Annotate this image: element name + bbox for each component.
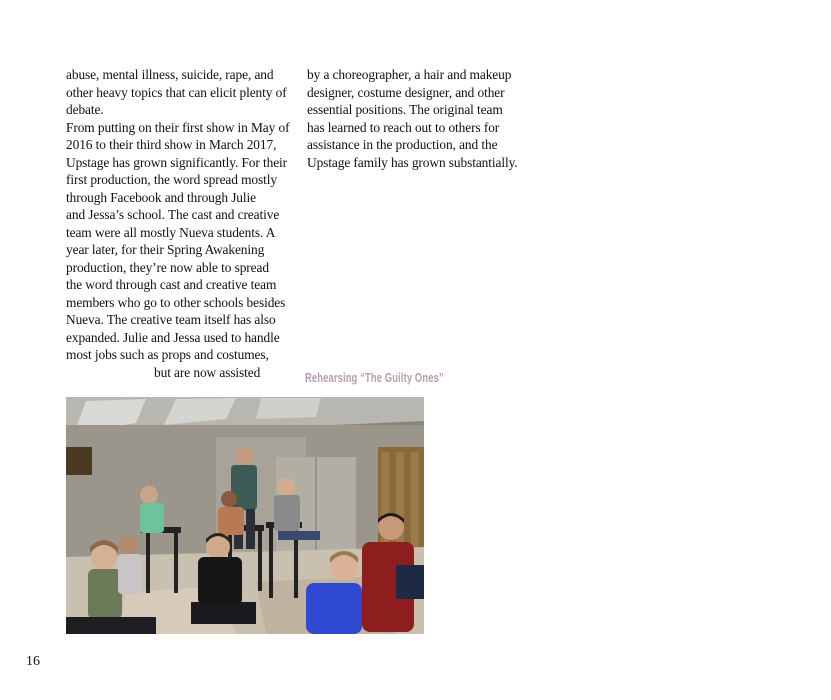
body-text-line: abuse, mental illness, suicide, rape, and xyxy=(66,67,274,82)
body-text-line: but are now assisted xyxy=(154,364,261,380)
body-text-line: Upstage family has grown substantially. xyxy=(307,154,518,170)
body-text-line: year later, for their Spring Awakening xyxy=(66,242,265,257)
body-text-line: through Facebook and through Julie xyxy=(66,189,256,205)
rehearsal-photo-illustration xyxy=(66,397,424,634)
body-text-line: team were all mostly Nueva students. A xyxy=(66,224,276,240)
body-text-line: essential positions. The original team xyxy=(307,102,503,117)
body-text-line: the word through cast and creative team xyxy=(66,277,277,292)
body-text-line: designer, costume designer, and other xyxy=(307,84,505,100)
body-text-line: assistance in the production, and the xyxy=(307,137,498,152)
body-text-line: From putting on their first show in May of xyxy=(66,119,290,135)
body-text-line: members who go to other schools besides xyxy=(66,294,286,310)
body-text-line: most jobs such as props and costumes, xyxy=(66,347,269,362)
body-text-line: and Jessa’s school. The cast and creative xyxy=(66,207,280,222)
person xyxy=(140,486,158,504)
article-left-column xyxy=(66,66,298,381)
person xyxy=(277,478,295,496)
body-text-line: by a choreographer, a hair and makeup xyxy=(307,67,512,82)
photo-caption: Rehearsing “The Guilty Ones” xyxy=(305,370,444,385)
person xyxy=(235,448,253,466)
body-text-line: first production, the word spread mostly xyxy=(66,172,277,187)
body-text-line: Nueva. The creative team itself has also xyxy=(66,312,276,327)
person xyxy=(118,535,138,555)
page-number: 16 xyxy=(26,654,40,669)
body-text-line: expanded. Julie and Jessa used to handle xyxy=(66,329,280,345)
body-text-line: has learned to reach out to others for xyxy=(307,119,500,135)
body-text-line: production, they’re now able to spread xyxy=(66,259,269,275)
speaker xyxy=(66,447,92,475)
ceiling-light xyxy=(256,398,321,419)
person xyxy=(221,491,237,507)
body-text-line: other heavy topics that can elicit plenty of xyxy=(66,84,287,100)
body-text-line: Upstage has grown significantly. For their xyxy=(66,154,288,170)
body-text-line: debate. xyxy=(66,102,104,117)
body-text-line: 2016 to their third show in March 2017, xyxy=(66,137,277,152)
rehearsal-photo xyxy=(66,397,424,634)
article-right-column xyxy=(307,66,532,171)
